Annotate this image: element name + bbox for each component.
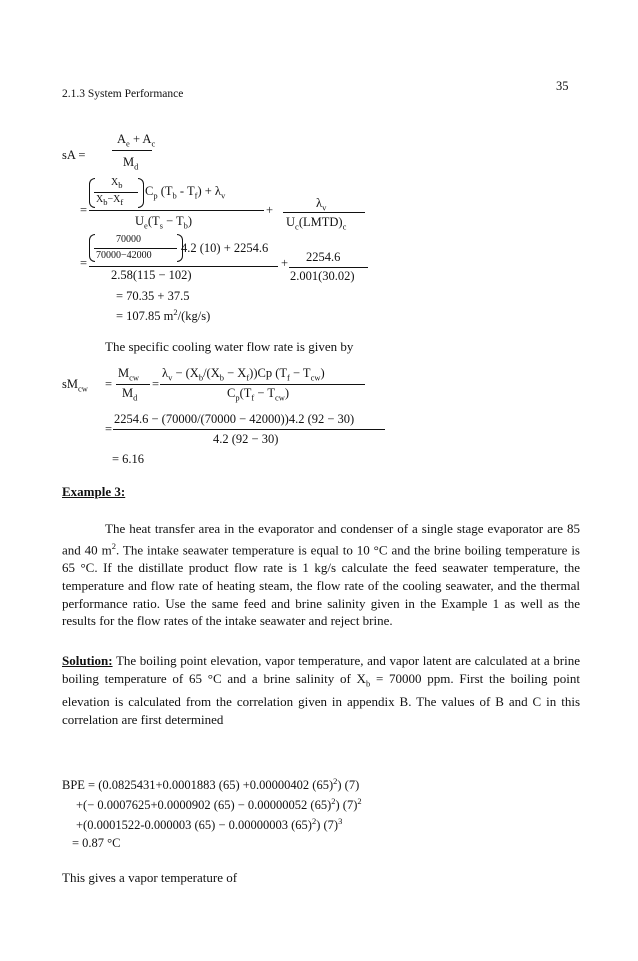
sM-frac1-num: $M_{cw}$ (118, 366, 140, 383)
sM-frac2-bar (160, 384, 365, 385)
sA-eq2: = (80, 203, 88, 217)
sA-frac2-bar (89, 210, 264, 211)
sA-frac1-bar (112, 150, 152, 151)
sA-frac1-num: $A_e + A_c$ (117, 132, 156, 149)
sM-eq3: = (105, 422, 113, 436)
sA-frac2-den: $U_e(T_s - T_b)$ (135, 214, 193, 231)
closing-text: This gives a vapor temperature of (62, 870, 238, 885)
solution-heading: Solution: (62, 653, 113, 668)
sA-frac3-den: $U_c(LMTD)_c$ (286, 215, 347, 232)
sM-frac2-num: $\lambda_v - (X_b/(X_b - X_f))Cp$ $(T_f - T_{cw})$ (162, 366, 325, 383)
sA-result-1: = 70.35 + 37.5 (116, 289, 190, 303)
page-number: 35 (556, 79, 569, 93)
example-heading: Example 3: (62, 484, 126, 499)
sM-lhs: $sM_{cw}$ (62, 377, 88, 394)
sM-frac1-bar (116, 384, 150, 385)
n2-den: 2.001(30.02) (290, 269, 355, 283)
bpe-line-2: +(− 0.0007625+0.0000902 (65) − 0.00000052 $(65)^2$) $(7)^2$ (76, 796, 362, 813)
sM-den-line: 4.2 (92 − 30) (213, 432, 279, 446)
sM-result: = 6.16 (112, 452, 145, 466)
solution-paragraph: Solution: The boiling point elevation, vapor temperature, and vapor latent are calculated at a brine boiling temperature of 65 °C and a brine salinity of $X_b = 70000$ ppm. First the boiling point elevation is calculated from the correlation given in appendix B. The values of B and C in this correlation are first determined (62, 653, 580, 727)
sM-frac1-den: $M_d$ (122, 386, 138, 403)
paren-left (89, 178, 95, 208)
sA-frac1-den: $M_d$ (123, 155, 139, 172)
sM-eq2: = (152, 377, 160, 391)
sM-frac2-den: $C_p(T_f - T_{cw})$ (227, 386, 290, 403)
n-num: 70000 (116, 234, 141, 245)
sA-frac3-num: $\lambda_v$ (316, 196, 327, 213)
bpe-line-1: BPE = (0.0825431+0.0001883 (65) +0.00000402 $(65)^2$) (7) (62, 776, 360, 793)
n-plus: + (281, 256, 289, 270)
bpe-result: = 0.87 °C (72, 836, 121, 850)
n2-num: 2254.6 (306, 250, 341, 264)
sA-lhs: sA = (62, 148, 86, 162)
n-den-line: 2.58(115 − 102) (111, 268, 192, 282)
paren-right (138, 178, 144, 208)
n-bar (94, 248, 177, 249)
xb-num: $X_b$ (111, 177, 123, 190)
cooling-intro: The specific cooling water flow rate is given by (105, 339, 354, 354)
sA-plus: + (266, 203, 274, 217)
n-frac-bar (89, 266, 278, 267)
sM-eq1: = (105, 377, 113, 391)
example-body: The heat transfer area in the evaporator and condenser of a single stage evaporator are 85 and 40 $m^2$. The intake seawater temperature is equal to 10 °C and the brine boiling temperature is 65 °C. If the distillate product flow rate is 1 kg/s calculate the feed seawater temperature, the temperature and flow rate of heating steam, the flow rate of the cooling seawater, and the thermal performance ratio. Use the same feed and brine salinity given in the Example 1 as well as the results for the flow rates of the intake seawater and reject brine. (62, 521, 580, 629)
sM-num-line: 2254.6 − (70000/(70000 − 42000))4.2 (92 − 30) (114, 412, 355, 426)
n-den: 70000−42000 (96, 250, 152, 261)
sA-eq3: = (80, 256, 88, 270)
xb-bar (94, 192, 138, 193)
xb-den: $X_b-X_f$ (96, 194, 124, 207)
sA-result-2: = 107.85 $m^2/(kg/s)$ (116, 307, 211, 324)
n2-bar (289, 267, 368, 268)
sM-num-bar (113, 429, 385, 430)
n-rest: 4.2 (10) + 2254.6 (181, 241, 269, 255)
cp-term: $C_p$ $(T_b - T_f) + \lambda_v$ (145, 184, 226, 201)
bpe-line-3: +(0.0001522-0.000003 (65) − 0.00000003 $(65)^2$) $(7)^3$ (76, 816, 343, 833)
section-title: 2.1.3 System Performance (62, 88, 184, 100)
sA-frac3-bar (283, 212, 365, 213)
